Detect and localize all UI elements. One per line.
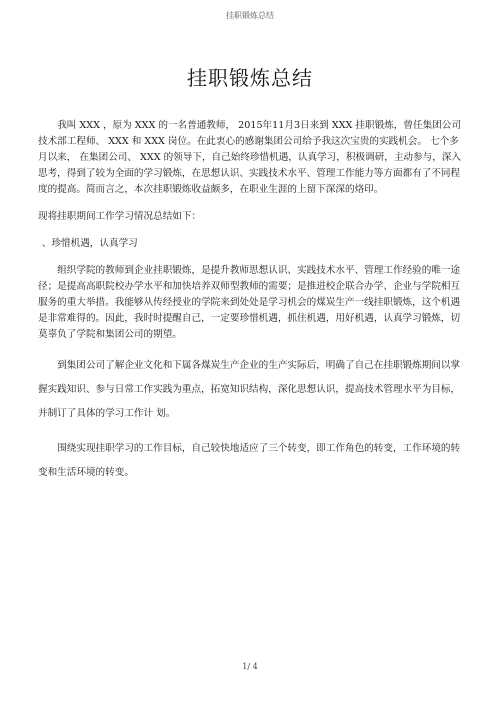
document-body — [38, 118, 462, 496]
page-number: 1/ 4 — [242, 662, 258, 671]
paragraph-summary-intro: 现将挂职期间工作学习情况总结如下： — [38, 211, 202, 222]
section-heading: 、珍惜机遇，认真学习 — [41, 238, 138, 249]
running-header: 挂职锻炼总结 — [226, 11, 274, 20]
paragraph-plan: 到集团公司了解企业文化和下属各煤炭生产企业的生产实际后，明确了自己在挂职锻炼期间以掌握实践知识、参与日常工作实践为重点，拓宽知识结构，深化思想认识，提高技术管理水平为目标，并制订了具体的学习工作计 划。 — [38, 360, 461, 419]
paragraph-introduction: 我叫 XXX ，原为 XXX 的一名普通教师， 2015年11月3日来到 XXX 挂职锻炼，曾任集团公司技术部工程师、 XXX 和 XXX 岗位。在此衷心的感谢集团公司给予我这次宝贵的实践机会。 七个多月以来， 在集团公司、 XXX 的领导下，自己始终珍惜机遇，认真学习，积极调研，主动参与，深入思考，得到了较为全面的学习锻炼，在思想认识、实践技术水平、管理工作能力等方面都有了不同程度的提高。简而言之，本次挂职锻炼收益颇多，在职业生涯的上留下深深的烙印。 — [38, 120, 461, 195]
paragraph-opportunity: 组织学院的教师到企业挂职锻炼，是提升教师思想认识、实践技术水平、管理工作经验的唯一途径；是提高高职院校办学水平和加快培养双师型教师的需要；是推进校企联合办学、企业与学院相互服务的重大举措。我能够从传经授业的学院来到处处是学习机会的煤炭生产一线挂职锻炼，这个机遇是非常难得的。因此，我时时提醒自己，一定要珍惜机遇，抓住机遇，用好机遇，认真学习锻炼，切莫辜负了学院和集团公司的期望。 — [38, 265, 461, 340]
paragraph-transitions: 围绕实现挂职学习的工作目标，自己较快地适应了三个转变，即工作角色的转变，工作环境的转变和生活环境的转变。 — [38, 443, 461, 478]
document-title: 挂职锻炼总结 — [187, 66, 313, 90]
